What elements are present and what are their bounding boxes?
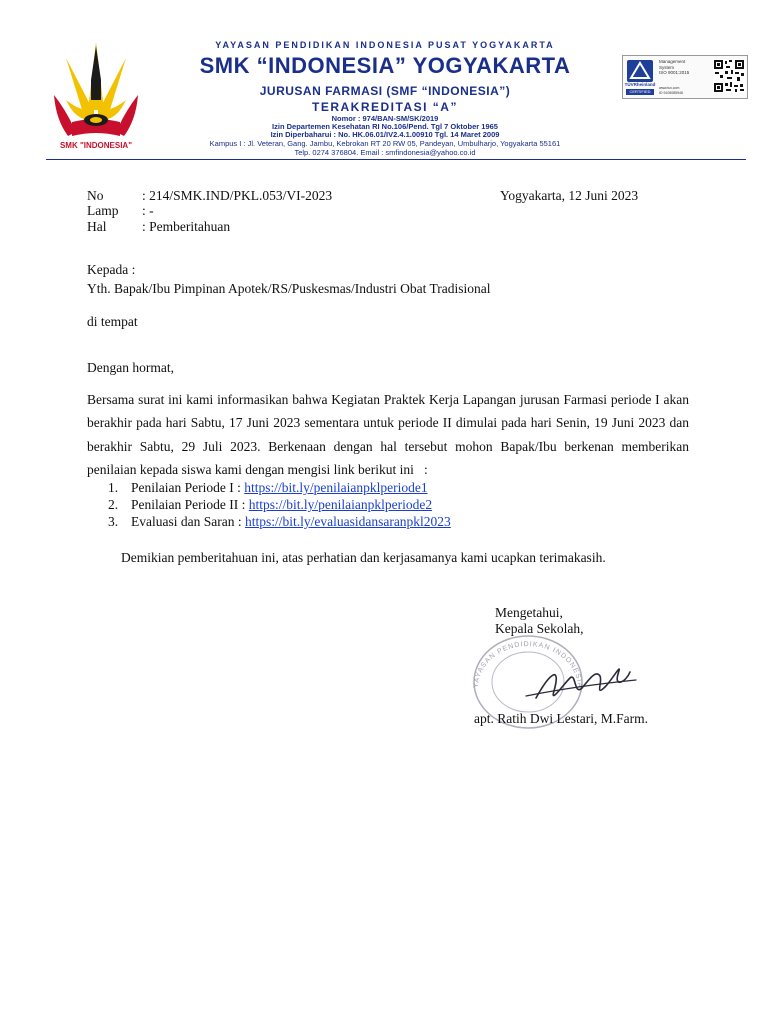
certificate-badge: CERTIFIED [626,89,654,95]
tuv-logo-icon [627,60,653,82]
qr-code-icon [713,59,745,93]
permit-original: Izin Departemen Kesehatan RI No.106/Pend. Tgl 7 Oktober 1965 [272,122,498,131]
feedback-link[interactable]: https://bit.ly/evaluasidansaranpkl2023 [244,514,451,529]
certificate-line-3: ISO 9001:2015 [659,70,690,75]
number-value: : 214/SMK.IND/PKL.053/VI-2023 [142,188,333,203]
list-item [131,497,432,513]
permit-renewed: Izin Diperbaharui : No. HK.06.01/IV2.4.1.00910 Tgl. 14 Maret 2009 [270,130,500,139]
list-item-number: 3. [108,514,119,529]
subject-value: : Pemberitahuan [142,219,231,234]
evaluation-link-period-2[interactable]: https://bit.ly/penilaianpklperiode2 [248,497,433,512]
recipient: Yth. Bapak/Ibu Pimpinan Apotek/RS/Puskesmas/Industri Obat Tradisional [87,281,491,296]
list-item [131,480,428,496]
school-address: Kampus I : Jl. Veteran, Gang. Jambu, Kebrokan RT 20 RW 05, Pandeyan, Umbulharjo, Yogyakarta 55161 [209,139,561,148]
signer-title: Kepala Sekolah, [495,621,584,636]
school-contact: Telp. 0274 376804. Email : smfindonesia@yahoo.co.id [294,148,476,157]
closing-sentence: Demikian pemberitahuan ini, atas perhatian dan kerjasamanya kami ucapkan terimakasih. [121,550,606,565]
evaluation-link-period-1[interactable]: https://bit.ly/penilaianpklperiode1 [244,480,428,495]
attachment-value: : - [142,203,154,218]
stamp-text: YAYASAN PENDIDIKAN INDONESIA [472,640,584,689]
acknowledged-label: Mengetahui, [495,605,563,620]
accreditation: TERAKREDITASI “A” [312,100,458,114]
subject-label: Hal [87,219,107,234]
accreditation-number: Nomor : 974/BAN-SM/SK/2019 [331,114,439,123]
iso-certificate-badge [622,55,748,99]
svg-text:YAYASAN PENDIDIKAN INDONESIA P [466,626,583,688]
place-date: Yogyakarta, 12 Juni 2023 [500,188,639,203]
list-item-label: Evaluasi dan Saran : [131,514,245,529]
list-item-number: 1. [108,480,119,495]
list-item [131,514,451,530]
certificate-text [659,59,709,76]
certificate-number: ID 9105085946 [659,90,683,95]
certificate-line-2: System [659,64,675,70]
number-label: No [87,188,104,203]
department-name: JURUSAN FARMASI (SMF “INDONESIA”) [259,84,511,98]
body-paragraph: Bersama surat ini kami informasikan bahwa Kegiatan Praktek Kerja Lapangan jurusan Farmasi periode I akan berakhir pada hari Sabtu, 17 Juni 2023 sementara untuk periode II dimulai pada hari Senin, 19 Juni 2023 dan berakhir Sabtu, 29 Juli 2023. Berkenaan dengan hal tersebut mohon Bapak/Ibu berkenan memberikan penilaian kepada siswa kami dengan mengisi link berikut ini : [87,392,689,477]
to-label: Kepada : [87,262,136,277]
signer-name: apt. Ratih Dwi Lestari, M.Farm. [474,711,648,726]
school-name: SMK “INDONESIA” YOGYAKARTA [199,53,571,78]
school-logo [46,40,146,155]
foundation-name: YAYASAN PENDIDIKAN INDONESIA PUSAT YOGYAKARTA [215,40,555,50]
logo-caption: SMK "INDONESIA" [59,141,133,150]
list-item-number: 2. [108,497,119,512]
location: di tempat [87,314,138,329]
list-item-label: Penilaian Periode II : [131,497,249,512]
certificate-id [659,86,709,95]
greeting: Dengan hormat, [87,360,174,375]
list-item-label: Penilaian Periode I : [131,480,245,495]
school-emblem-icon [46,40,146,155]
letterhead-divider [46,159,746,160]
certificate-brand: TÜVRheinland [624,82,656,87]
certificate-line-1: Management [659,59,686,64]
certificate-site: www.tuv.com [659,86,680,90]
attachment-label: Lamp [87,203,119,218]
